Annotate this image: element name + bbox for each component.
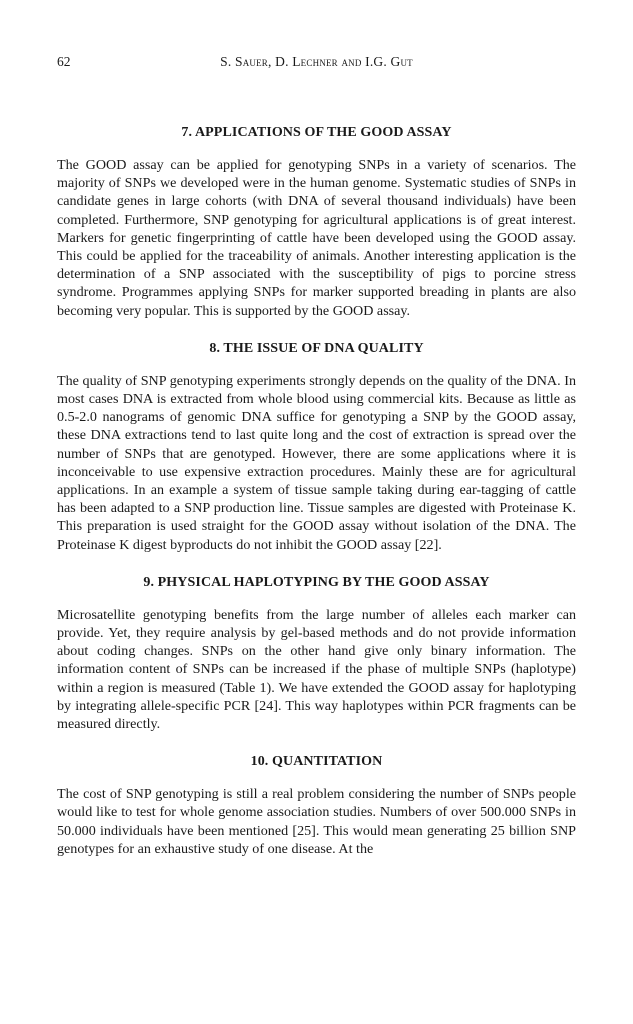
section-7-paragraph: The GOOD assay can be applied for genotyping SNPs in a variety of scenarios. The majority of SNPs we developed were in the human genome. Systematic studies of SNPs in candidate genes in large cohorts (with DNA of several thousand individuals) have been completed. Furthermore, SNP genotyping for agricultural applications is of great interest. Markers for genetic fingerprinting of cattle have been developed using the GOOD assay. This could be applied for the traceability of animals. Another interesting application is the determination of a SNP associated with the susceptibility of pigs to porcine stress syndrome. Programmes applying SNPs for marker supported breading in plants are also becoming very popular. This is supported by the GOOD assay. (57, 157, 576, 319)
section-7-heading: 7. APPLICATIONS OF THE GOOD ASSAY (181, 125, 452, 140)
section-9-heading: 9. PHYSICAL HAPLOTYPING BY THE GOOD ASSAY (143, 574, 490, 590)
section-8-paragraph: The quality of SNP genotyping experiments strongly depends on the quality of the DNA. In most cases DNA is extracted from whole blood using commercial kits. Because as little as 0.5-2.0 nanograms of genomic DNA suffice for genotyping a SNP by the GOOD assay, these DNA extractions tend to last quite long and the cost of extraction is spread over the number of SNPs that are genotyped. However, there are some applications where it is inconceivable to use expensive extraction procedures. Mainly these are for agricultural applications. In an example a system of tissue sample taking during ear-tagging of cattle has been adapted to a SNP production line. Tissue samples are digested with Proteinase K. This preparation is used straight for the GOOD assay without isolation of the DNA. The Proteinase K digest byproducts do not inhibit the GOOD assay [22]. (57, 372, 576, 553)
running-head-authors: S. Sauer, D. Lechner and I.G. Gut (220, 54, 413, 69)
section-8-heading: 8. THE ISSUE OF DNA QUALITY (209, 340, 424, 356)
body-column (57, 124, 576, 858)
section-9-paragraph: Microsatellite genotyping benefits from the large number of alleles each marker can provide. Yet, they require analysis by gel-based methods and do not provide information about coding changes. SNPs on the other hand give only binary information. The information content of SNPs can be increased if the phase of multiple SNPs (haplotype) within a region is measured (Table 1). We have extended the GOOD assay for haplotyping by integrating allele-specific PCR [24]. This way haplotypes within PCR fragments can be measured directly. (57, 606, 576, 733)
section-10-paragraph: The cost of SNP genotyping is still a real problem considering the number of SNPs people would like to test for whole genome association studies. Numbers of over 500.000 SNPs in 50.000 individuals have been mentioned [25]. This would mean generating 25 billion SNP genotypes for an exhaustive study of one disease. At the (57, 786, 576, 857)
section-10-heading: 10. QUANTITATION (250, 754, 383, 770)
running-header (57, 54, 576, 72)
page-number: 62 (57, 54, 71, 69)
